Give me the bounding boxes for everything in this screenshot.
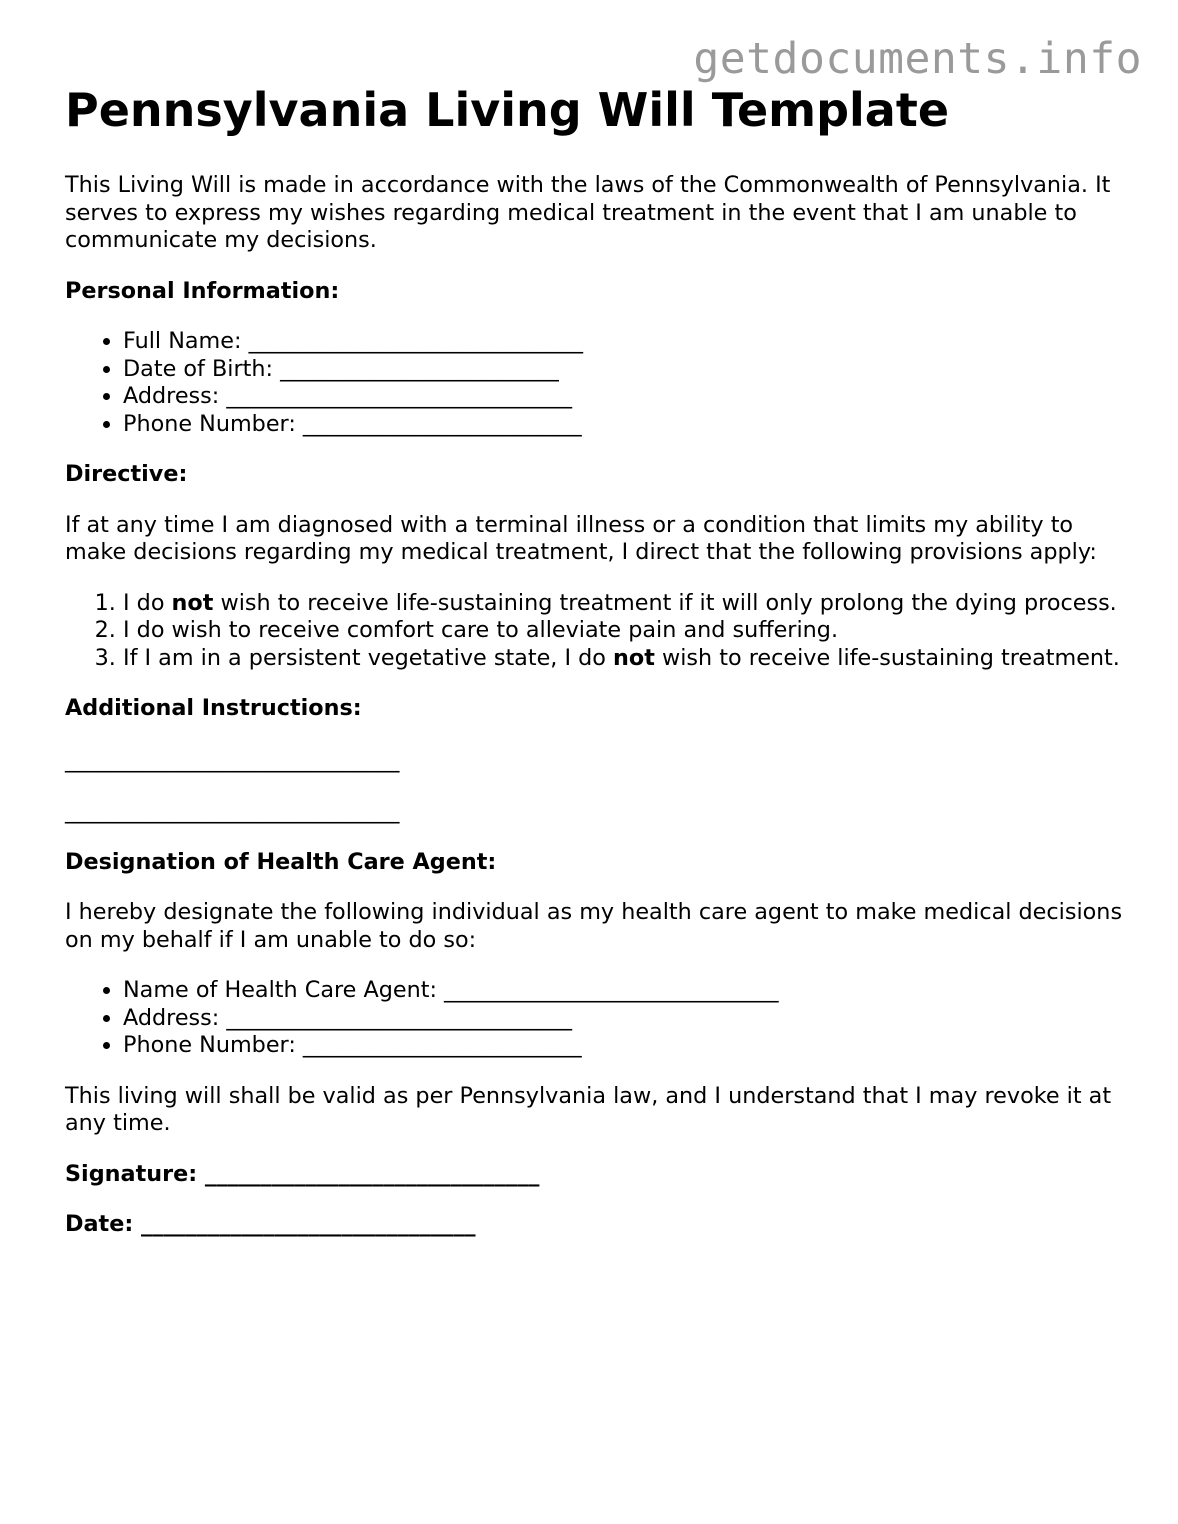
health-care-agent-paragraph: I hereby designate the following individual as my health care agent to make medical decisions on my behalf if I am unable to do so: — [65, 899, 1123, 953]
document-page — [65, 82, 1125, 1239]
agent-name-field[interactable]: • Name of Health Care Agent: ______________________________ — [123, 977, 1125, 1005]
signature-blank[interactable]: ______________________________ — [204, 1160, 540, 1187]
date-blank[interactable]: ______________________________ — [141, 1211, 476, 1237]
agent-address-field[interactable]: • Address: _______________________________ — [123, 1005, 1125, 1033]
provision-item: 3. If I am in a persistent vegetative state, I do not wish to receive life-sustaining treatment. — [123, 645, 1125, 673]
closing-paragraph: This living will shall be valid as per Pennsylvania law, and I understand that I may revoke it at any time. — [65, 1082, 1112, 1136]
additional-instructions-line-2[interactable]: ______________________________ — [65, 798, 400, 824]
directive-heading: Directive: — [65, 461, 188, 487]
watermark: getdocuments.info — [693, 34, 1142, 84]
provision-item: 1. I do not wish to receive life-sustaining treatment if it will only prolong the dying process. — [123, 590, 1125, 618]
directive-paragraph: If at any time I am diagnosed with a terminal illness or a condition that limits my ability to make decisions regarding my medical treatment, I direct that the following provisions apply: — [65, 511, 1097, 565]
agent-phone-field[interactable]: • Phone Number: _________________________ — [123, 1032, 1125, 1060]
additional-instructions-line-1[interactable]: ______________________________ — [65, 746, 400, 773]
date-of-birth-field[interactable]: • Date of Birth: _________________________ — [123, 356, 1125, 384]
intro-paragraph: This Living Will is made in accordance with the laws of the Commonwealth of Pennsylvania. It serves to express my wishes regarding medical treatment in the event that I am unable to communicate my decisions. — [65, 172, 1111, 253]
personal-information-heading: Personal Information: — [65, 277, 340, 304]
date-label: Date: — [65, 1211, 134, 1237]
address-field[interactable]: • Address: _______________________________ — [123, 383, 1125, 411]
health-care-agent-list — [65, 977, 1125, 1060]
directive-provisions-list — [65, 590, 1125, 673]
signature-line[interactable] — [65, 1161, 1125, 1189]
additional-instructions-heading: Additional Instructions: — [65, 695, 362, 721]
phone-number-field[interactable]: • Phone Number: _________________________ — [123, 411, 1125, 439]
full-name-field[interactable]: • Full Name: ______________________________ — [123, 328, 1125, 356]
health-care-agent-heading: Designation of Health Care Agent: — [65, 848, 497, 875]
date-line[interactable] — [65, 1211, 1125, 1239]
signature-label: Signature: — [65, 1160, 198, 1187]
provision-item: 2. I do wish to receive comfort care to alleviate pain and suffering. — [123, 617, 1125, 645]
document-title: Pennsylvania Living Will Template — [65, 83, 950, 137]
personal-information-list — [65, 328, 1125, 438]
